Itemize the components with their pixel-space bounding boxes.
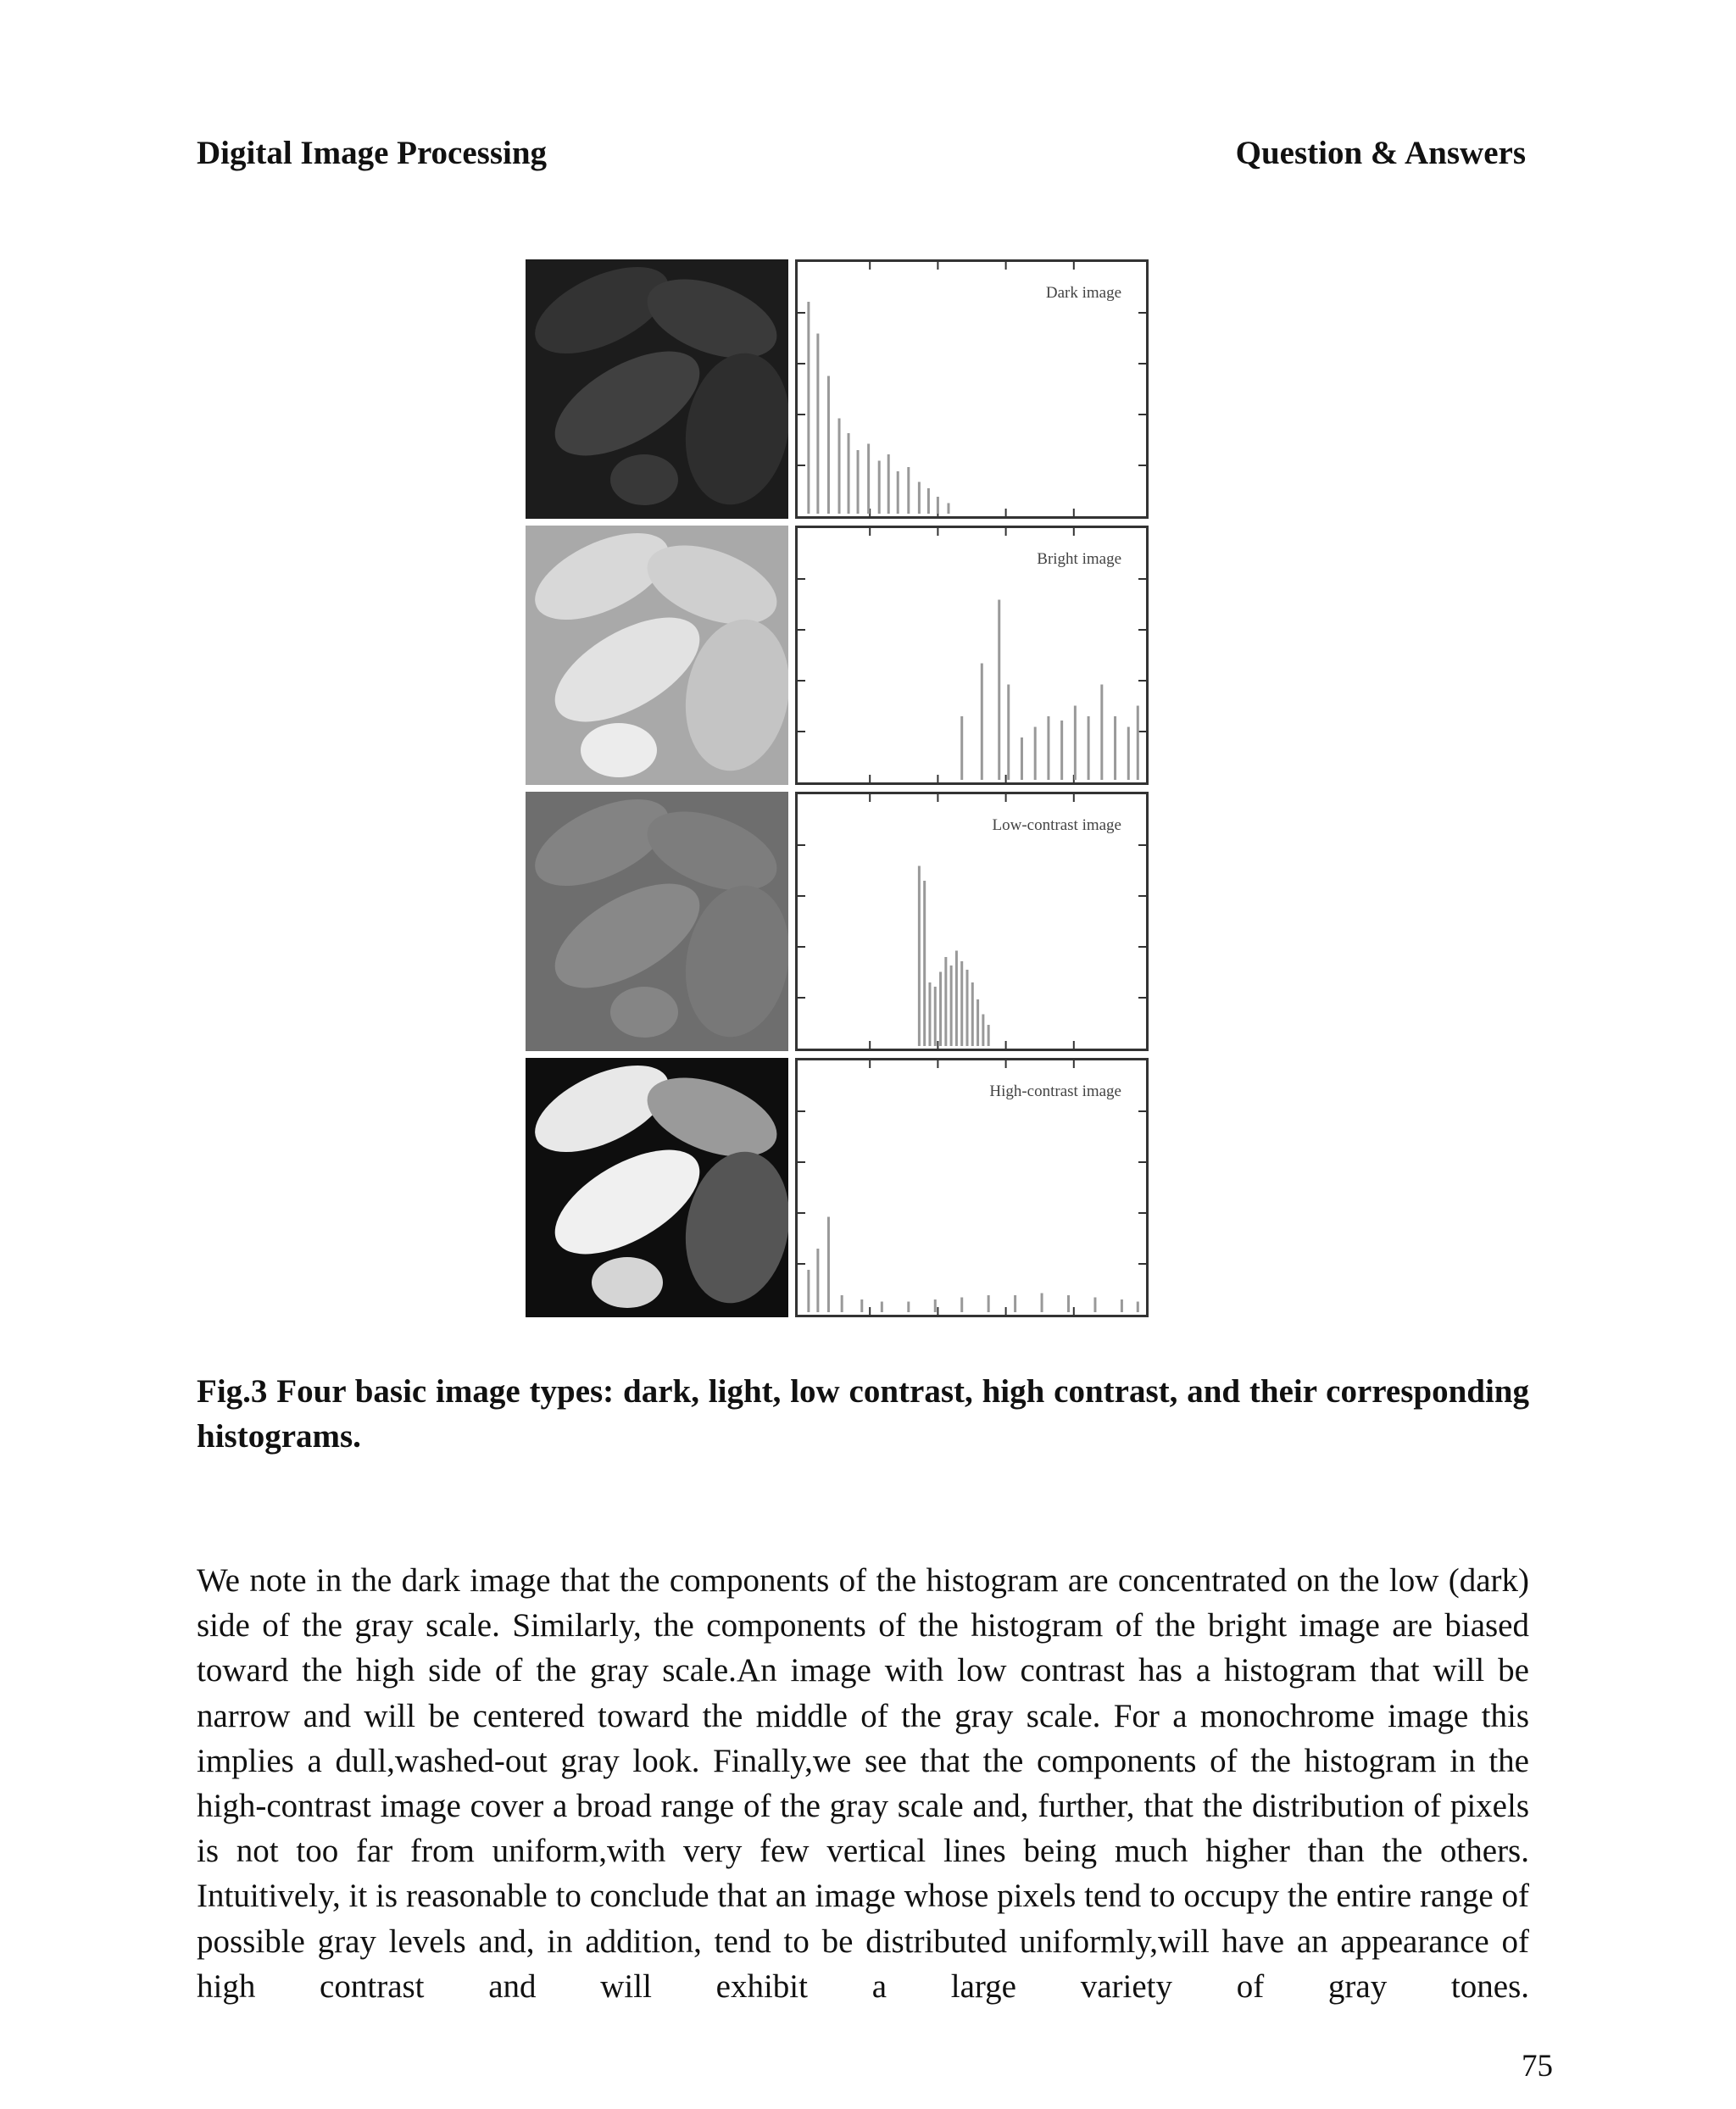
histogram-bar [1060, 721, 1063, 780]
figure-3 [526, 259, 1149, 1319]
histogram-bar [1093, 1298, 1096, 1313]
histogram-bar [807, 1270, 810, 1312]
histogram-bar [976, 999, 979, 1046]
histogram-bar [1047, 716, 1049, 780]
histogram-bar [928, 982, 931, 1046]
histogram-bar [998, 600, 1000, 781]
histogram-bar [881, 1302, 883, 1313]
dark-image-histogram [795, 259, 1149, 519]
histogram-bar [907, 467, 910, 514]
bright-image-histogram [795, 526, 1149, 785]
histogram-bar [981, 664, 983, 781]
histogram-bar [971, 982, 974, 1046]
histogram-bar [878, 461, 881, 515]
page-number: 75 [1522, 2049, 1553, 2084]
high-contrast-image-histogram [795, 1058, 1149, 1317]
body-paragraph: We note in the dark image that the components of the histogram are concentrated on the low (dark) side of the gray scale. Similarly, the components of the histogram of the bright image are biased toward the high side of the gray scale.An image with low contrast has a histogram that will be narrow and will be centered toward the middle of the gray scale. For a monochrome image this implies a dull,washed-out gray look. Finally,we see that the components of the histogram in the high-contrast image cover a broad range of the gray scale and, further, that the distribution of pixels is not too far from uniform,with very few vertical lines being much higher than the others. Intuitively, it is reasonable to conclude that an image whose pixels tend to occupy the entire range of possible gray levels and, in addition, tend to be distributed uniformly,will have an appearance of high contrast and will exhibit a large variety of gray tones. [197, 1562, 1529, 2005]
histogram-bar [934, 987, 937, 1046]
histogram-bar [1137, 706, 1139, 781]
histogram-label: Dark image [1045, 284, 1121, 302]
histogram-bar [1100, 685, 1103, 781]
histogram-bar [944, 957, 947, 1046]
histogram-bar [816, 1249, 819, 1312]
histogram-bar [867, 444, 870, 515]
low-contrast-image-photo [526, 792, 788, 1051]
histogram-bar [897, 471, 899, 514]
histogram-bar [988, 1295, 990, 1312]
histogram-bar [1067, 1295, 1070, 1312]
histogram-bar [934, 1299, 937, 1312]
histogram-bar [1137, 1302, 1139, 1313]
running-header-title: Digital Image Processing [197, 135, 548, 171]
histogram-bar [827, 376, 830, 515]
histogram-bar [857, 450, 860, 514]
histogram-bar [950, 965, 953, 1046]
histogram-label: Low-contrast image [992, 816, 1121, 834]
running-header-section: Question & Answers [1235, 135, 1526, 171]
figure-caption: Fig.3 Four basic image types: dark, light, low contrast, high contrast, and their corresponding histograms. [197, 1373, 1529, 1455]
histogram-bar [923, 881, 926, 1046]
dark-image-photo [526, 259, 788, 519]
histogram-bar [1114, 716, 1116, 780]
histogram-bar [1014, 1295, 1016, 1312]
low-contrast-image-histogram [795, 792, 1149, 1051]
histogram-bar [887, 454, 890, 514]
histogram-bar [988, 1025, 990, 1046]
histogram-bar [927, 488, 930, 514]
histogram-bar [827, 1217, 830, 1313]
histogram-bar [907, 1302, 910, 1313]
bright-image-photo [526, 526, 788, 785]
histogram-bar [939, 972, 942, 1047]
histogram-bar [807, 302, 810, 514]
histogram-bar [918, 866, 921, 1047]
histogram-bar [918, 482, 921, 515]
histogram-bar [982, 1015, 984, 1047]
histogram-bar [960, 1298, 963, 1313]
histogram-label: High-contrast image [989, 1082, 1121, 1100]
histogram-bar [860, 1299, 863, 1312]
histogram-bar [955, 951, 958, 1047]
histogram-bar [816, 334, 819, 515]
histogram-bar [1041, 1294, 1043, 1313]
histogram-bar [1021, 737, 1023, 780]
histogram-bar [960, 961, 963, 1046]
histogram-bar [1034, 727, 1037, 781]
high-contrast-image-photo [526, 1058, 788, 1317]
histogram-bar [1007, 685, 1010, 781]
histogram-bar [937, 497, 939, 514]
histogram-bar [1127, 727, 1130, 781]
histogram-bar [1074, 706, 1077, 781]
histogram-bar [947, 504, 949, 515]
histogram-bar [960, 716, 963, 780]
histogram-bar [1088, 716, 1090, 780]
histogram-bar [965, 970, 968, 1046]
histogram-bar [838, 419, 841, 515]
histogram-bar [841, 1295, 843, 1312]
histogram-label: Bright image [1037, 550, 1121, 568]
histogram-bar [1121, 1299, 1123, 1312]
histogram-bar [848, 433, 850, 514]
